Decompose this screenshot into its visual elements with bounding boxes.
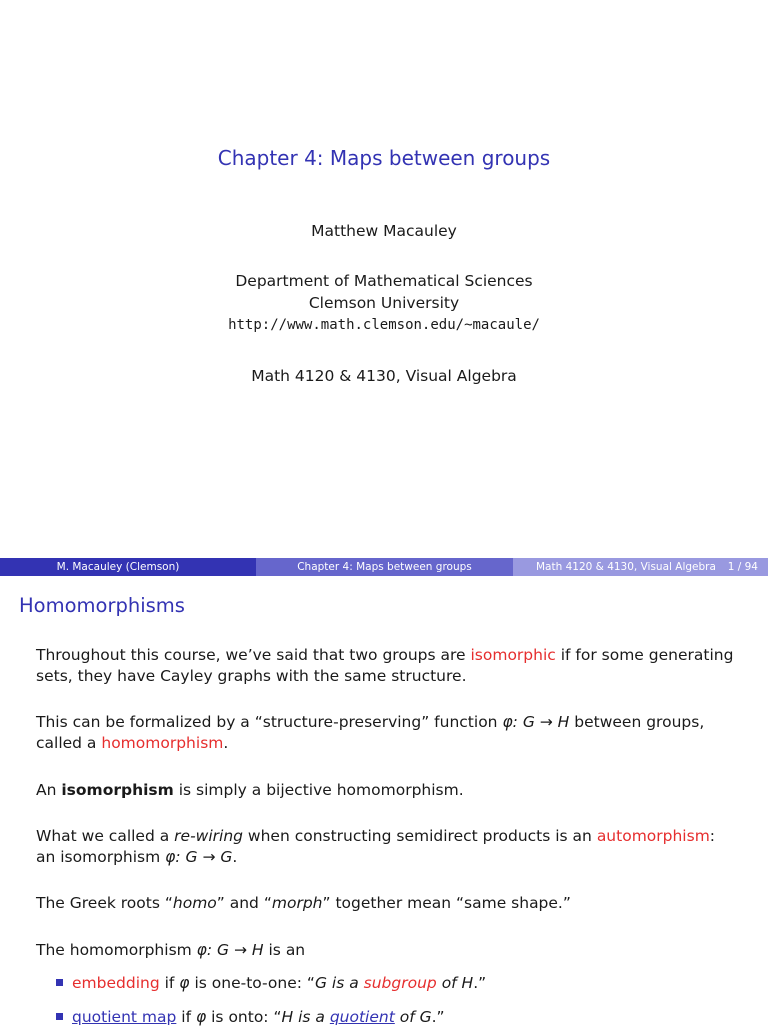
- footer-bar: [0, 558, 768, 576]
- text: .: [232, 848, 238, 866]
- text: is one-to-one: “: [189, 974, 315, 992]
- text: .: [223, 734, 229, 752]
- term-homo: homo: [172, 894, 217, 912]
- bullet-square-icon: [56, 979, 63, 986]
- term-rewiring: re-wiring: [174, 827, 243, 845]
- phi-symbol: φ: [195, 1008, 207, 1026]
- term-isomorphic: isomorphic: [470, 646, 556, 664]
- course-name: Math 4120 & 4130, Visual Algebra: [251, 367, 517, 385]
- footer-course: Math 4120 & 4130, Visual Algebra: [536, 561, 716, 573]
- text: of H: [436, 974, 474, 992]
- footer-page-number: 1 / 94: [727, 561, 758, 573]
- text: is onto: “: [206, 1008, 282, 1026]
- paragraph-isomorphic: [36, 645, 736, 687]
- term-automorphism: automorphism: [596, 827, 710, 845]
- map-signature: : G → G: [175, 848, 233, 866]
- text: H is a: [281, 1008, 330, 1026]
- text: .”: [431, 1008, 445, 1026]
- text: if for some generating sets, they have Cayley graphs with the same structure.: [36, 646, 734, 685]
- paragraph-isomorphism: [36, 780, 736, 801]
- footer-course-group: [513, 558, 768, 576]
- homomorphisms-slide: [0, 576, 768, 1024]
- frame-title: Homomorphisms: [19, 594, 185, 617]
- presentation-title: Chapter 4: Maps between groups: [217, 146, 551, 170]
- author-name: Matthew Macauley: [311, 222, 457, 240]
- term-quotient[interactable]: quotient: [329, 1008, 395, 1026]
- paragraph-homomorphism-types: [36, 940, 736, 961]
- phi-symbol: φ: [502, 713, 513, 731]
- bullet-quotient-map: [56, 1007, 756, 1028]
- text: of G: [394, 1008, 432, 1026]
- text: ” and “: [216, 894, 272, 912]
- map-signature: : G → H: [206, 941, 264, 959]
- text: This can be formalized by a “structure-preserving” function: [36, 713, 503, 731]
- phi-symbol: φ: [196, 941, 207, 959]
- term-embedding: embedding: [72, 974, 160, 992]
- university: Clemson University: [308, 294, 460, 312]
- text: between groups, called a: [36, 713, 705, 752]
- text: What we called a: [36, 827, 175, 845]
- term-homomorphism: homomorphism: [101, 734, 224, 752]
- text: : an isomorphism: [36, 827, 716, 866]
- text: when constructing semidirect products is an: [242, 827, 597, 845]
- text: is an: [263, 941, 306, 959]
- term-subgroup: subgroup: [363, 974, 437, 992]
- paragraph-automorphism: [36, 826, 736, 868]
- text: An: [36, 781, 62, 799]
- bullet-square-icon: [56, 1013, 63, 1020]
- map-signature: : G → H: [512, 713, 570, 731]
- footer-author: M. Macauley (Clemson): [0, 558, 256, 576]
- text: if: [176, 1008, 196, 1026]
- phi-symbol: φ: [165, 848, 176, 866]
- text: Throughout this course, we’ve said that two groups are: [36, 646, 471, 664]
- term-isomorphism: isomorphism: [61, 781, 174, 799]
- text: G is a: [314, 974, 364, 992]
- department: Department of Mathematical Sciences: [235, 272, 533, 290]
- text: ” together mean “same shape.”: [322, 894, 571, 912]
- term-quotient-map[interactable]: quotient map: [72, 1008, 177, 1026]
- phi-symbol: φ: [179, 974, 190, 992]
- author-url[interactable]: http://www.math.clemson.edu/~macaule/: [228, 317, 540, 333]
- text: is simply a bijective homomorphism.: [173, 781, 464, 799]
- term-morph: morph: [271, 894, 323, 912]
- paragraph-greek-roots: [36, 893, 736, 914]
- bullet-embedding: [56, 973, 756, 994]
- text: if: [159, 974, 180, 992]
- paragraph-homomorphism-definition: [36, 712, 736, 754]
- text: The homomorphism: [36, 941, 197, 959]
- footer-title: Chapter 4: Maps between groups: [256, 558, 513, 576]
- text: The Greek roots “: [36, 894, 173, 912]
- text: .”: [473, 974, 487, 992]
